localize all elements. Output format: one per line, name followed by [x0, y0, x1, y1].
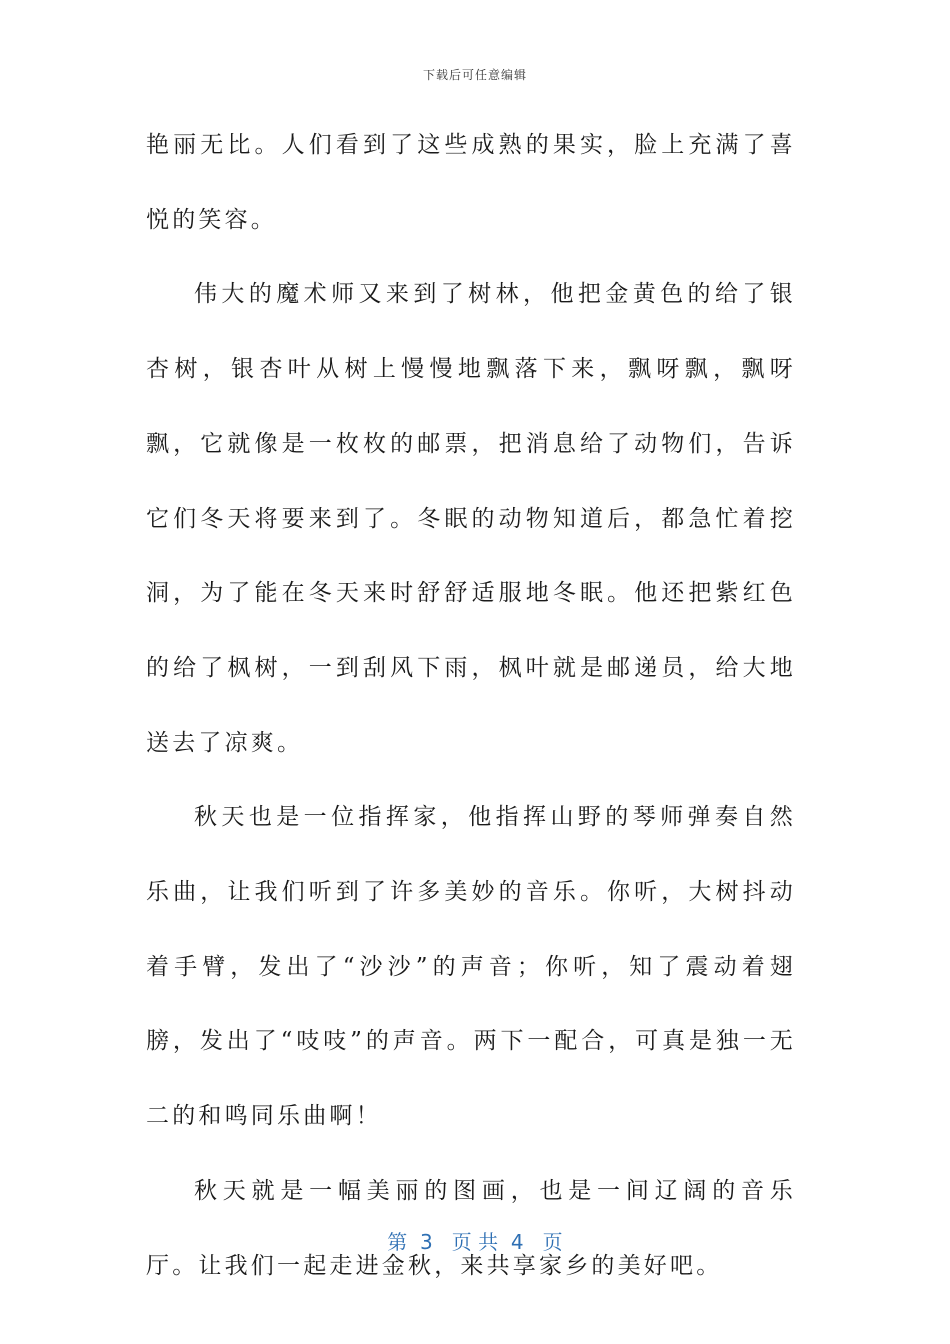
page-number-footer: 第 3 页 共 4 页: [387, 1230, 563, 1254]
page-header: 下载后可任意编辑: [422, 68, 527, 82]
paragraph-3: 秋天也是一位指挥家，他指挥山野的琴师弹奏自然乐曲，让我们听到了许多美妙的音乐。你听，大树抖动着手臂，发出了“沙沙”的声音；你听，知了震动着翅膀，发出了“吱吱”的声音。两下一配合，可真是独一无二的和鸣同乐曲啊！: [146, 804, 796, 1130]
paragraph-4: 秋天就是一幅美丽的图画，也是一间辽阔的音乐厅。让我们一起走进金秋，来共享家乡的美好吧。: [146, 1177, 796, 1279]
paragraph-1: 艳丽无比。人们看到了这些成熟的果实，脸上充满了喜悦的笑容。: [146, 132, 796, 233]
paragraph-2: 伟大的魔术师又来到了树林，他把金黄色的给了银杏树，银杏叶从树上慢慢地飘落下来，飘呀飘，飘呀飘，它就像是一枚枚的邮票，把消息给了动物们，告诉它们冬天将要来到了。冬眠的动物知道后，都急忙着挖洞，为了能在冬天来时舒舒适服地冬眠。他还把紫红色的给了枫树，一到刮风下雨，枫叶就是邮递员，给大地送去了凉爽。: [146, 281, 796, 756]
document-body: [146, 108, 796, 1303]
